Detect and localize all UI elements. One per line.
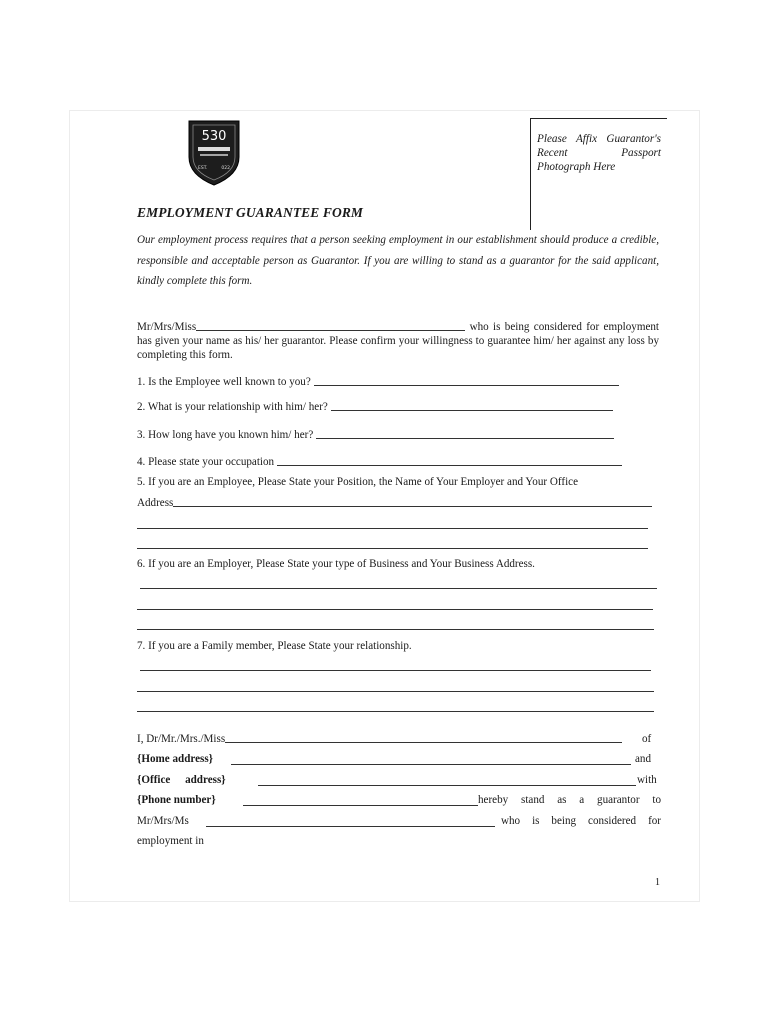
question-5-label: 5. If you are an Employee, Please State your Position, the Name of Your Employer and Your Office <box>137 476 578 488</box>
declaration-employment-in: employment in <box>137 835 204 847</box>
question-5-address-field[interactable] <box>173 496 652 507</box>
salutation-rest: employment has given your name as his/ her guarantor. Please confirm your willingness to guarantee him/ her against any loss by completing this form. <box>137 321 660 361</box>
question-7-line-1[interactable] <box>140 670 651 671</box>
question-7-line-3[interactable] <box>137 711 654 712</box>
question-4-field[interactable] <box>277 455 622 466</box>
phone-number-label: {Phone number} <box>137 794 216 806</box>
home-address-label: {Home address} <box>137 753 214 765</box>
question-6-label: 6. If you are an Employer, Please State your type of Business and Your Business Address. <box>137 558 535 570</box>
applicant-name-field-2[interactable] <box>206 826 495 827</box>
salutation-prefix: Mr/Mrs/Miss <box>137 321 197 333</box>
question-2-label: 2. What is your relationship with him/ her? <box>137 401 328 413</box>
question-5-address-label: Address <box>137 497 174 509</box>
declaration-considered: who is being considered for <box>501 815 661 827</box>
home-address-field[interactable] <box>231 764 631 765</box>
question-2 <box>137 400 613 414</box>
form-intro: Our employment process requires that a person seeking employment in our establishment should produce a credible, responsible and acceptable person as Guarantor. If you are willing to stand as a guarantor for the said applicant, kindly complete this form. <box>137 234 659 287</box>
guarantor-name-field[interactable] <box>225 732 622 743</box>
declaration-with: with <box>637 774 657 786</box>
declaration-line-1 <box>137 732 622 746</box>
question-5-line-3[interactable] <box>137 548 648 549</box>
question-3-field[interactable] <box>316 428 614 439</box>
logo-year: 022 <box>221 166 230 171</box>
salutation-suffix: who is being considered for <box>469 321 600 333</box>
phone-number-field[interactable] <box>243 805 478 806</box>
question-1 <box>137 375 619 389</box>
office-address-label: {Office address} <box>137 774 226 786</box>
question-3-label: 3. How long have you known him/ her? <box>137 429 314 441</box>
question-3 <box>137 428 614 442</box>
question-5-address <box>137 496 652 510</box>
question-2-field[interactable] <box>331 400 613 411</box>
photo-box-instructions: Please Affix Guarantor's Recent Passport Photograph Here <box>537 133 661 173</box>
declaration-of: of <box>642 733 652 745</box>
declaration-name-prefix: I, Dr/Mr./Mrs./Miss <box>137 733 226 745</box>
logo-number: 530 <box>201 129 227 144</box>
page-number: 1 <box>655 877 660 888</box>
question-7-line-2[interactable] <box>137 691 654 692</box>
question-6-line-3[interactable] <box>137 629 654 630</box>
declaration-hereby: hereby stand as a guarantor to <box>478 794 661 806</box>
question-5-line-2[interactable] <box>137 528 648 529</box>
question-6-line-1[interactable] <box>140 588 657 589</box>
logo-est: EST. <box>198 166 208 171</box>
question-1-label: 1. Is the Employee well known to you? <box>137 376 311 388</box>
form-title: EMPLOYMENT GUARANTEE FORM <box>137 205 364 220</box>
declaration-mr: Mr/Mrs/Ms <box>137 815 189 827</box>
applicant-name-field[interactable] <box>196 320 465 331</box>
question-4-label: 4. Please state your occupation <box>137 456 275 468</box>
declaration-and: and <box>635 753 652 765</box>
question-4 <box>137 455 622 469</box>
question-7-label: 7. If you are a Family member, Please State your relationship. <box>137 640 412 652</box>
company-logo <box>185 117 243 187</box>
question-1-field[interactable] <box>314 375 619 386</box>
salutation-paragraph <box>137 320 659 362</box>
question-6-line-2[interactable] <box>137 609 653 610</box>
office-address-field[interactable] <box>258 785 636 786</box>
